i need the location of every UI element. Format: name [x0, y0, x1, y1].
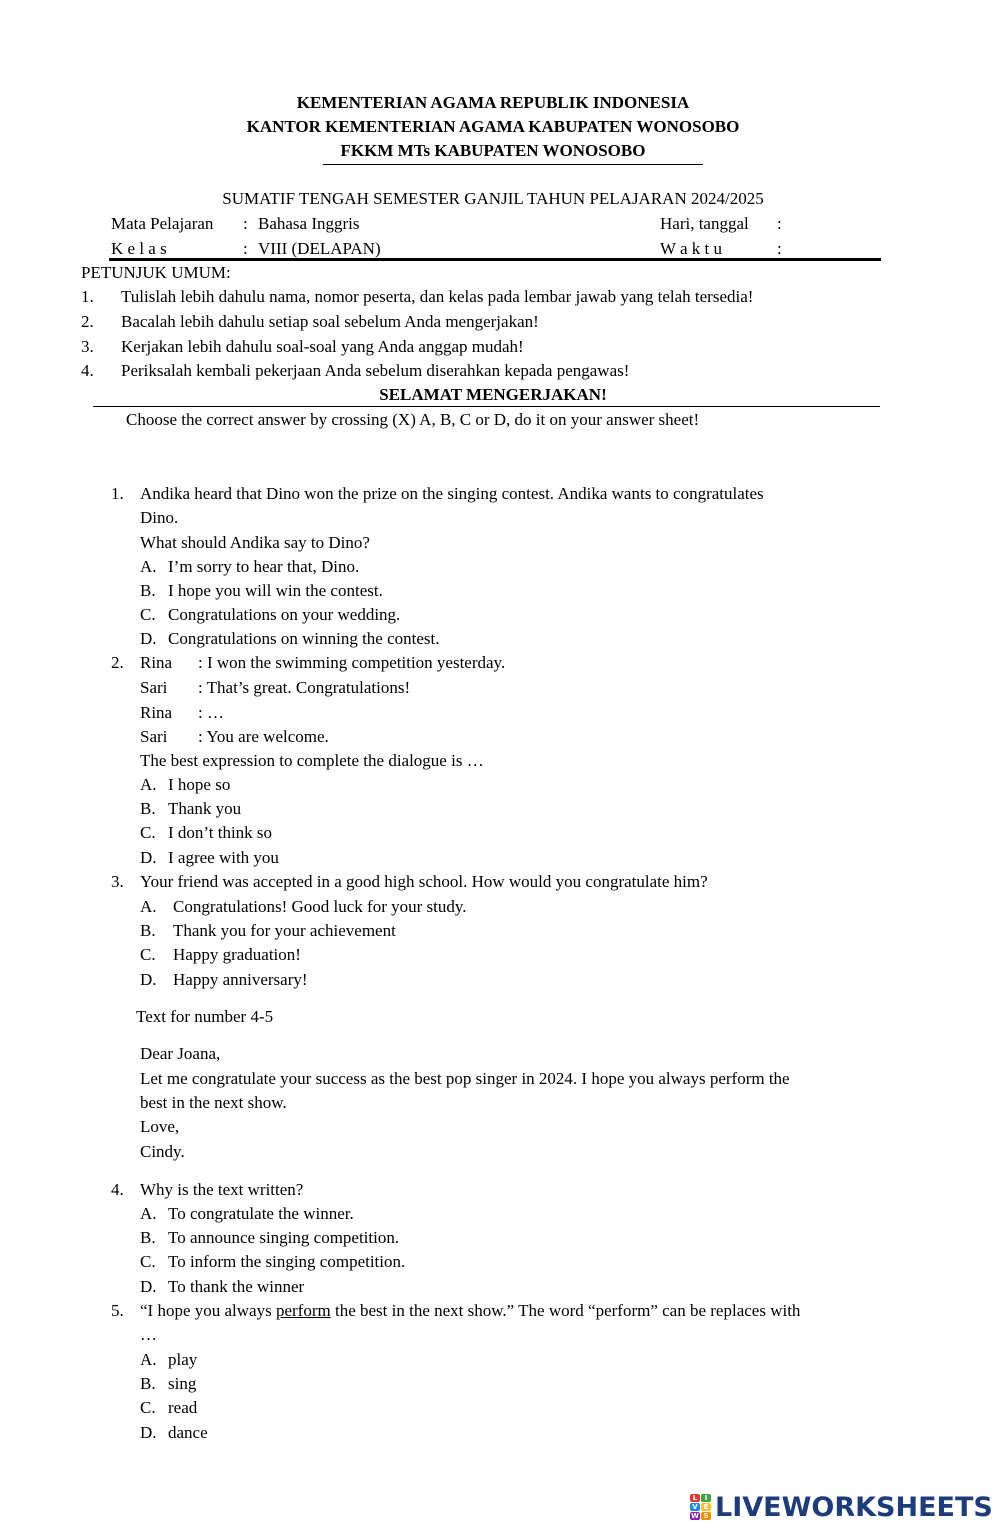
q1-number: 1. [111, 484, 124, 503]
instructions-title: PETUNJUK UMUM: [81, 263, 231, 282]
header-underline [323, 164, 703, 165]
q5-question-part1: “I hope you always [140, 1301, 276, 1320]
option-letter: B. [140, 1228, 156, 1247]
q5-option-b[interactable] [140, 1374, 196, 1394]
identity-divider [109, 258, 881, 261]
letter-body-line2: best in the next show. [140, 1093, 287, 1112]
q3-question: Your friend was accepted in a good high school. How would you congratulate him? [140, 872, 708, 891]
speaker-name: Sari [140, 727, 168, 746]
subject-label: Mata Pelajaran [111, 214, 214, 233]
dialogue-line [140, 678, 410, 698]
option-letter: C. [140, 605, 156, 624]
instruction-number: 3. [81, 337, 94, 356]
dialogue-text: : That’s great. Congratulations! [198, 678, 411, 697]
q4-option-c[interactable] [140, 1252, 405, 1272]
q2-option-a[interactable] [140, 775, 230, 795]
letter-closing: Love, [140, 1117, 180, 1136]
instruction-item [81, 361, 629, 381]
q3-number: 3. [111, 872, 124, 891]
speaker-name: Rina [140, 703, 173, 722]
liveworksheets-logo [690, 1490, 993, 1524]
instruction-number: 2. [81, 312, 94, 331]
option-text: To thank the winner [168, 1277, 305, 1296]
option-letter: D. [140, 848, 157, 867]
logo-tile: W [691, 1512, 699, 1520]
q4-number: 4. [111, 1180, 124, 1199]
option-text: I don’t think so [168, 823, 273, 842]
instruction-number: 1. [81, 287, 94, 306]
option-text: Congratulations! Good luck for your study. [173, 897, 467, 916]
logo-tile: I [701, 1494, 711, 1502]
instruction-text: Kerjakan lebih dahulu soal-soal yang Anda anggap mudah! [121, 337, 524, 356]
instruction-text: Bacalah lebih dahulu setiap soal sebelum Anda mengerjakan! [121, 312, 539, 331]
option-text: I’m sorry to hear that, Dino. [168, 557, 360, 576]
option-text: I hope you will win the contest. [168, 581, 383, 600]
q3-option-c[interactable] [140, 945, 301, 965]
option-text: Happy graduation! [173, 945, 301, 964]
q4-option-d[interactable] [140, 1277, 304, 1297]
dialogue-line [140, 727, 329, 747]
q5-option-c[interactable] [140, 1398, 197, 1418]
answer-direction: Choose the correct answer by crossing (X) A, B, C or D, do it on your answer sheet! [126, 410, 700, 429]
option-letter: D. [140, 629, 157, 648]
q1-question: What should Andika say to Dino? [140, 533, 370, 552]
option-text: Congratulations on winning the contest. [168, 629, 440, 648]
option-text: To inform the singing competition. [168, 1252, 406, 1271]
instructions-divider [93, 406, 880, 407]
q2-option-c[interactable] [140, 823, 272, 843]
q1-option-d[interactable] [140, 629, 440, 649]
instruction-text: Tulislah lebih dahulu nama, nomor peserta, dan kelas pada lembar jawab yang telah tersedia! [121, 287, 754, 306]
option-letter: C. [140, 1252, 156, 1271]
q1-option-b[interactable] [140, 581, 383, 601]
letter-signature: Cindy. [140, 1142, 185, 1161]
speaker-name: Rina [140, 653, 173, 672]
option-letter: A. [140, 557, 157, 576]
option-letter: B. [140, 921, 156, 940]
option-text: To congratulate the winner. [168, 1204, 354, 1223]
option-text: Congratulations on your wedding. [168, 605, 401, 624]
option-text: play [168, 1350, 198, 1369]
instruction-item [81, 312, 539, 332]
q5-underlined-word: perform [275, 1301, 331, 1320]
date-label: Hari, tanggal [660, 214, 749, 233]
time-separator: : [777, 239, 782, 258]
option-letter: D. [140, 970, 157, 989]
header-office: KANTOR KEMENTERIAN AGAMA KABUPATEN WONOSOBO [246, 117, 740, 136]
closing-greeting: SELAMAT MENGERJAKAN! [379, 385, 607, 404]
q2-option-b[interactable] [140, 799, 241, 819]
speaker-name: Sari [140, 678, 168, 697]
logo-tile: V [690, 1503, 700, 1511]
header-ministry: KEMENTERIAN AGAMA REPUBLIK INDONESIA [296, 93, 690, 112]
class-value: VIII (DELAPAN) [258, 239, 381, 258]
option-text: To announce singing competition. [168, 1228, 400, 1247]
option-letter: A. [140, 775, 157, 794]
instruction-item [81, 337, 524, 357]
q1-option-c[interactable] [140, 605, 400, 625]
dialogue-text: : I won the swimming competition yesterday. [198, 653, 506, 672]
date-separator: : [777, 214, 782, 233]
class-separator: : [243, 239, 248, 258]
q2-option-d[interactable] [140, 848, 279, 868]
instruction-number: 4. [81, 361, 94, 380]
option-letter: C. [140, 823, 156, 842]
option-letter: B. [140, 799, 156, 818]
q4-question: Why is the text written? [140, 1180, 304, 1199]
letter-greeting: Dear Joana, [140, 1044, 221, 1063]
liveworksheets-logo-mark-icon [690, 1494, 711, 1520]
q2-number: 2. [111, 653, 124, 672]
q3-option-d[interactable] [140, 970, 308, 990]
q5-option-a[interactable] [140, 1350, 197, 1370]
option-letter: A. [140, 1350, 157, 1369]
option-text: I hope so [168, 775, 231, 794]
option-letter: C. [140, 1398, 156, 1417]
exam-title: SUMATIF TENGAH SEMESTER GANJIL TAHUN PELAJARAN 2024/2025 [222, 189, 764, 208]
q2-question: The best expression to complete the dialogue is … [140, 751, 484, 770]
q3-option-b[interactable] [140, 921, 396, 941]
option-letter: B. [140, 1374, 156, 1393]
option-letter: C. [140, 945, 156, 964]
q5-question [140, 1301, 800, 1321]
class-label: K e l a s [111, 239, 167, 258]
option-text: Happy anniversary! [173, 970, 308, 989]
q3-option-a[interactable] [140, 897, 467, 917]
q5-option-d[interactable] [140, 1423, 208, 1443]
q1-text-line1: Andika heard that Dino won the prize on the singing contest. Andika wants to congratulates [140, 484, 764, 503]
header-forum: FKKM MTs KABUPATEN WONOSOBO [340, 141, 646, 160]
option-text: dance [168, 1423, 208, 1442]
q5-number: 5. [111, 1301, 124, 1320]
dialogue-text: : You are welcome. [198, 727, 329, 746]
instruction-item [81, 287, 753, 307]
option-text: Thank you [168, 799, 242, 818]
subject-value: Bahasa Inggris [258, 214, 360, 233]
logo-tile: L [690, 1494, 700, 1502]
option-letter: D. [140, 1277, 157, 1296]
subject-separator: : [243, 214, 248, 233]
option-letter: A. [140, 1204, 157, 1223]
option-letter: B. [140, 581, 156, 600]
option-text: read [168, 1398, 198, 1417]
option-text: I agree with you [168, 848, 279, 867]
option-text: Thank you for your achievement [173, 921, 396, 940]
text-passage-label: Text for number 4-5 [136, 1007, 274, 1026]
option-letter: D. [140, 1423, 157, 1442]
time-label: W a k t u [660, 239, 723, 258]
dialogue-line [140, 653, 505, 673]
q5-question-line2: … [140, 1325, 157, 1344]
dialogue-text: : … [198, 703, 224, 722]
q1-option-a[interactable] [140, 557, 359, 577]
liveworksheets-logo-text: LIVEWORKSHEETS [715, 1491, 993, 1523]
q4-option-b[interactable] [140, 1228, 399, 1248]
q4-option-a[interactable] [140, 1204, 354, 1224]
logo-tile: E [701, 1503, 711, 1511]
q5-question-part2: the best in the next show.” The word “perform” can be replaces with [330, 1301, 801, 1320]
option-text: sing [168, 1374, 197, 1393]
instruction-text: Periksalah kembali pekerjaan Anda sebelum diserahkan kepada pengawas! [121, 361, 630, 380]
logo-tile: S [701, 1512, 711, 1520]
q1-text-line2: Dino. [140, 508, 179, 527]
option-letter: A. [140, 897, 157, 916]
letter-body-line1: Let me congratulate your success as the best pop singer in 2024. I hope you always perform the [140, 1069, 790, 1088]
dialogue-line [140, 703, 224, 723]
